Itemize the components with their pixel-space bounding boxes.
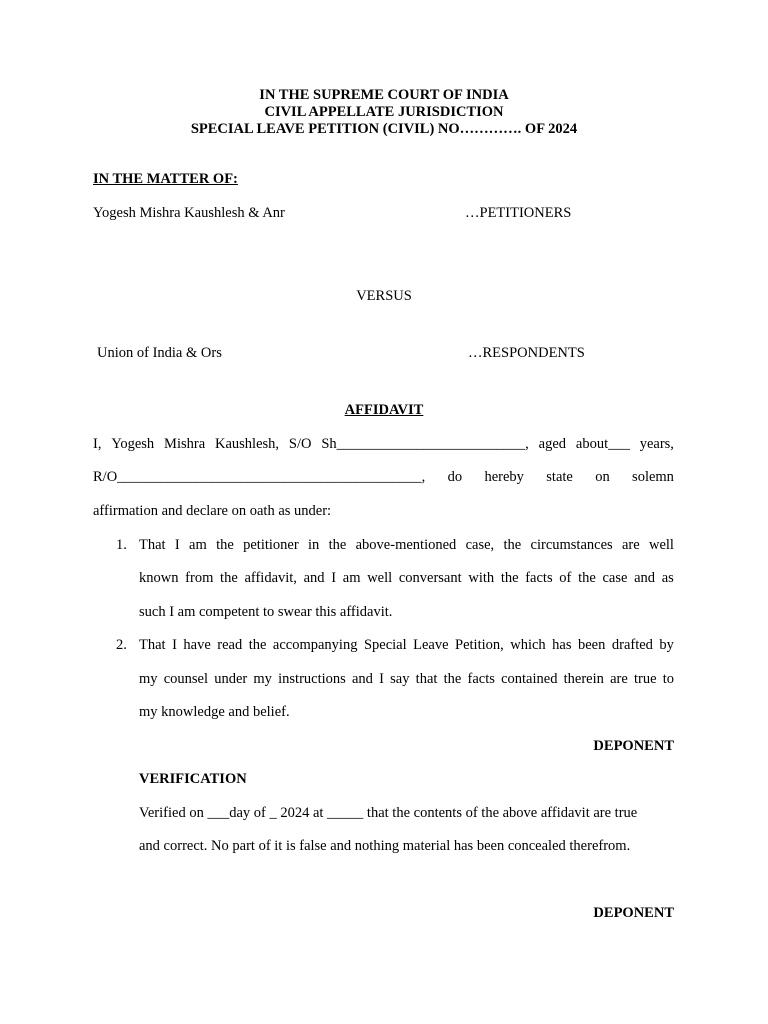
word: well — [649, 537, 674, 553]
word: read — [217, 637, 243, 653]
word: Yogesh — [111, 436, 155, 452]
word: are — [610, 671, 628, 687]
word: the — [500, 570, 519, 586]
word: I — [172, 637, 177, 653]
word: Special — [363, 637, 407, 653]
word: facts — [525, 570, 553, 586]
point-1-line-2 — [139, 570, 674, 587]
word: do — [447, 469, 463, 485]
word: I — [331, 570, 337, 586]
word: with — [468, 570, 495, 586]
word: circumstances — [530, 537, 613, 553]
jurisdiction-title: CIVIL APPELLATE JURISDICTION — [264, 104, 504, 120]
word: and — [303, 570, 325, 586]
word: R/O__________________________________________, — [93, 469, 426, 485]
word: contained — [501, 671, 558, 687]
respondent-role: …RESPONDENTS — [468, 345, 585, 361]
word: as — [661, 570, 674, 586]
affidavit-intro-line-1 — [93, 436, 674, 453]
word: and — [351, 671, 373, 687]
point-1-number: 1. — [116, 537, 127, 553]
word: known — [139, 570, 179, 586]
word: under — [214, 671, 248, 687]
word: about___ — [575, 436, 630, 452]
point-2-line-2 — [139, 671, 674, 688]
court-name: IN THE SUPREME COURT OF INDIA — [259, 87, 509, 103]
word: solemn — [632, 469, 674, 485]
word: conversant — [398, 570, 462, 586]
word: Petition, — [455, 637, 504, 653]
word: the — [443, 671, 462, 687]
word: I — [174, 537, 180, 553]
word: are — [621, 537, 640, 553]
word: I, — [93, 436, 102, 452]
point-2-line-3: my knowledge and belief. — [139, 704, 290, 720]
petitioner-role: …PETITIONERS — [465, 205, 572, 221]
affidavit-title: AFFIDAVIT — [344, 402, 424, 418]
word: That — [139, 537, 166, 553]
word: aged — [538, 436, 567, 452]
word: by — [659, 637, 674, 653]
word: counsel — [163, 671, 209, 687]
word: of — [559, 570, 572, 586]
verification-deponent-label: DEPONENT — [593, 905, 674, 921]
word: am — [189, 537, 207, 553]
word: Mishra — [164, 436, 206, 452]
versus-label: VERSUS — [356, 288, 412, 304]
petitioner-name: Yogesh Mishra Kaushlesh & Anr — [93, 205, 285, 221]
point-2-number: 2. — [116, 637, 127, 653]
word: the — [216, 537, 234, 553]
word: facts — [467, 671, 495, 687]
word: the — [248, 637, 267, 653]
word: which — [510, 637, 546, 653]
word: and — [634, 570, 656, 586]
affidavit-deponent-label: DEPONENT — [593, 738, 674, 754]
word: therein — [563, 671, 604, 687]
point-2-line-1 — [139, 637, 674, 654]
verification-title: VERIFICATION — [139, 771, 247, 787]
word: I — [379, 671, 384, 687]
word: case — [602, 570, 628, 586]
affidavit-intro-line-2 — [93, 469, 674, 486]
word: years, — [639, 436, 674, 452]
word: the — [578, 570, 596, 586]
respondent-name: Union of India & Ors — [97, 345, 222, 361]
word: to — [662, 671, 674, 687]
word: from — [185, 570, 214, 586]
word: my — [253, 671, 272, 687]
matter-heading: IN THE MATTER OF: — [93, 171, 238, 187]
word: been — [578, 637, 606, 653]
word: hereby — [484, 469, 524, 485]
word: state — [546, 469, 573, 485]
word: in — [308, 537, 320, 553]
word: say — [390, 671, 410, 687]
word: drafted — [611, 637, 653, 653]
word: affidavit, — [244, 570, 297, 586]
word: my — [139, 671, 158, 687]
word: that — [415, 671, 438, 687]
word: well — [367, 570, 393, 586]
word: true — [633, 671, 657, 687]
word: on — [595, 469, 610, 485]
word: the — [328, 537, 347, 553]
word: the — [220, 570, 238, 586]
point-1-line-3: such I am competent to swear this affidavit. — [139, 604, 393, 620]
petition-number-title: SPECIAL LEAVE PETITION (CIVIL) NO…………. OF 2024 — [190, 121, 578, 137]
verification-line-2: and correct. No part of it is false and nothing material has been concealed therefrom. — [139, 838, 631, 854]
point-1-line-1 — [139, 537, 674, 554]
word: Kaushlesh, — [215, 436, 280, 452]
word: petitioner — [243, 537, 299, 553]
word: the — [503, 537, 522, 553]
word: instructions — [278, 671, 346, 687]
word: am — [342, 570, 361, 586]
word: Leave — [413, 637, 449, 653]
word: Sh__________________________, — [321, 436, 529, 452]
word: above-mentioned — [355, 537, 457, 553]
word: case, — [465, 537, 495, 553]
verification-line-1: Verified on ___day of _ 2024 at _____ that the contents of the above affidavit are true — [139, 805, 638, 821]
word: has — [552, 637, 572, 653]
word: accompanying — [272, 637, 358, 653]
word: That — [139, 637, 166, 653]
affidavit-intro-line-3: affirmation and declare on oath as under: — [93, 503, 332, 519]
word: S/O — [288, 436, 312, 452]
word: have — [183, 637, 211, 653]
